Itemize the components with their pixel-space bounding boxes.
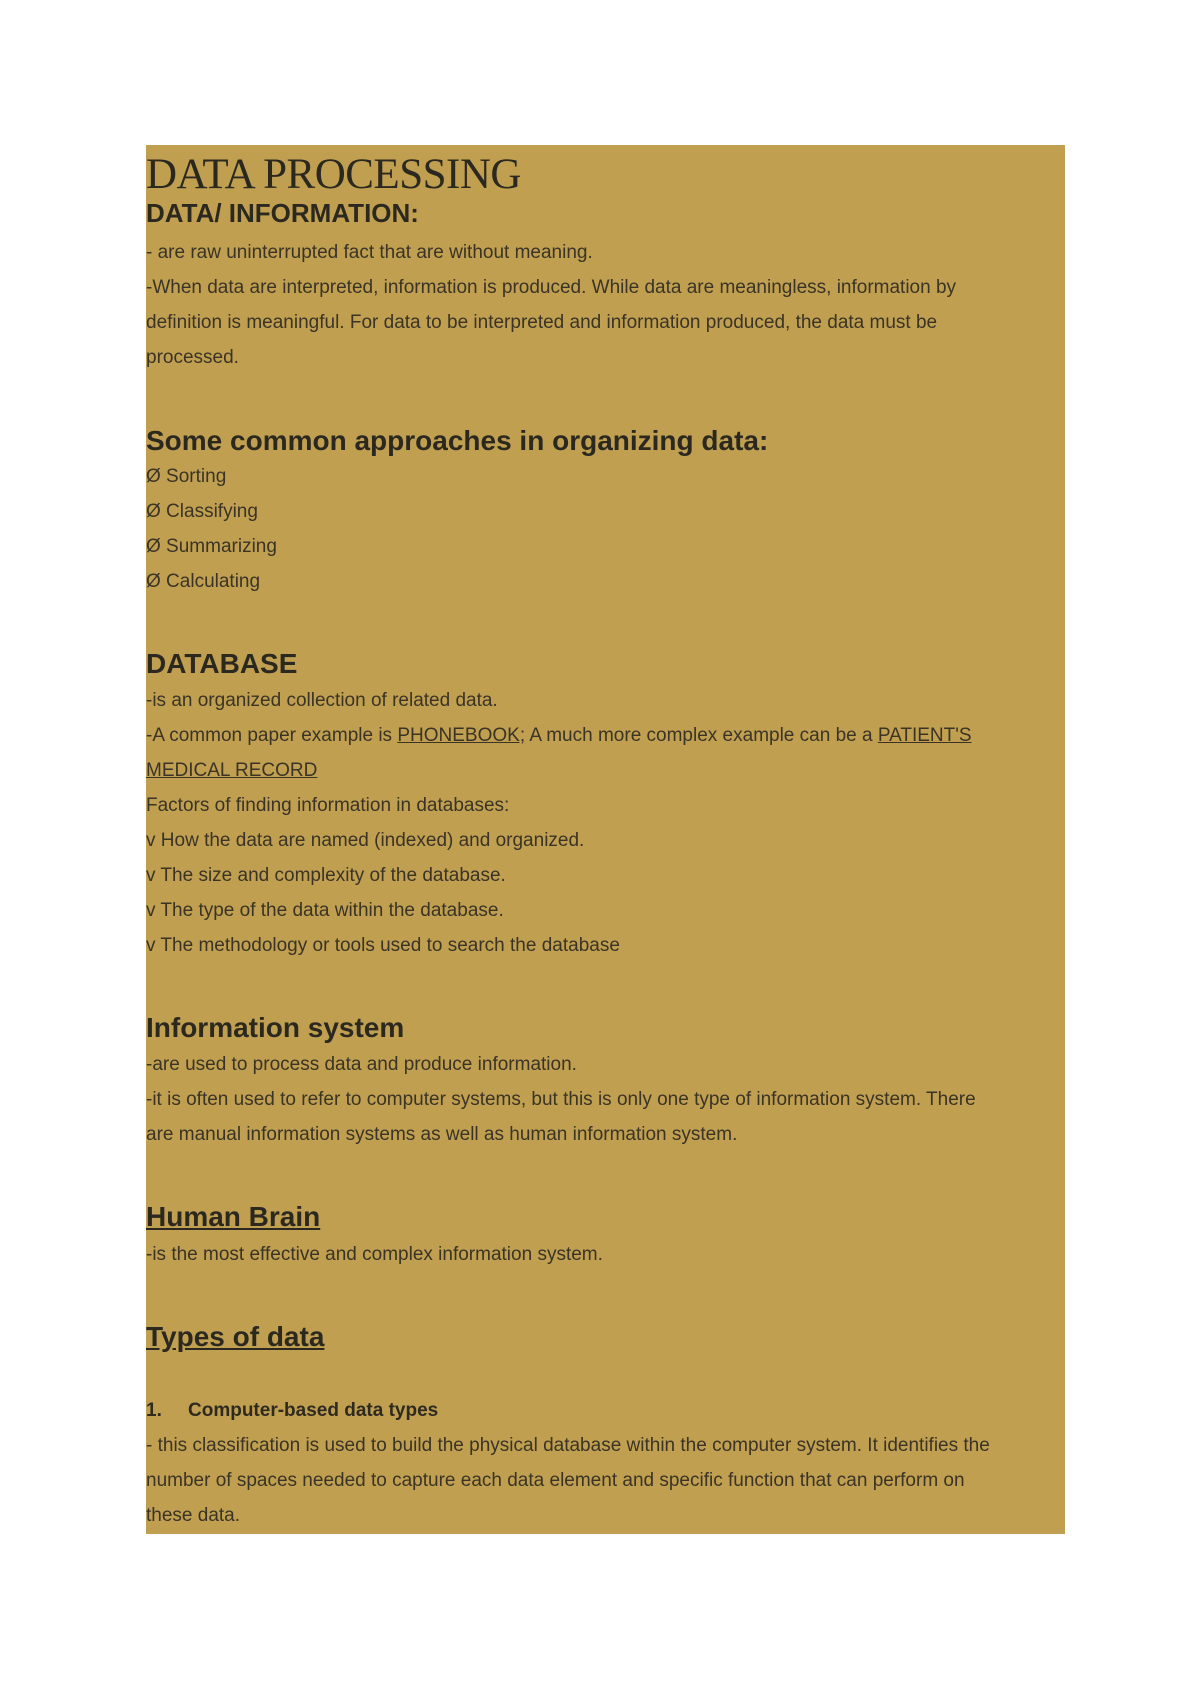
list-item: v The methodology or tools used to search the database (146, 935, 620, 956)
document-page (146, 145, 1065, 1534)
item-label: Computer-based data types (188, 1400, 439, 1421)
list-item: v The size and complexity of the database. (146, 865, 506, 886)
document-title: DATA PROCESSING (146, 151, 521, 198)
paragraph-line: these data. (146, 1505, 241, 1526)
heading-human-brain: Human Brain (146, 1201, 321, 1232)
heading-approaches: Some common approaches in organizing data: (146, 425, 769, 456)
heading-types-of-data: Types of data (146, 1321, 325, 1352)
list-item: Ø Classifying (146, 501, 258, 522)
paragraph-line: -is the most effective and complex information system. (146, 1244, 603, 1265)
paragraph-line: -are used to process data and produce information. (146, 1054, 577, 1075)
list-item: v The type of the data within the database. (146, 900, 504, 921)
numbered-item (146, 1401, 438, 1420)
patient-record-link[interactable]: MEDICAL RECORD (146, 760, 318, 781)
paragraph-line: -When data are interpreted, information is produced. While data are meaningless, information by (146, 277, 957, 298)
paragraph-line: -it is often used to refer to computer systems, but this is only one type of information system. There (146, 1089, 976, 1110)
paragraph-line: processed. (146, 347, 239, 368)
paragraph-line: -is an organized collection of related data. (146, 690, 498, 711)
paragraph-line (146, 726, 972, 745)
list-item: Ø Sorting (146, 466, 227, 487)
paragraph-line: number of spaces needed to capture each data element and specific function that can perform on (146, 1470, 965, 1491)
paragraph-line (146, 761, 317, 780)
item-number: 1. (146, 1400, 162, 1421)
phonebook-link[interactable]: PHONEBOOK; (397, 725, 526, 746)
paragraph-line: - are raw uninterrupted fact that are without meaning. (146, 242, 593, 263)
list-item: Ø Summarizing (146, 536, 277, 557)
patient-record-link[interactable]: PATIENT'S (877, 725, 972, 746)
paragraph-line: are manual information systems as well as human information system. (146, 1124, 738, 1145)
list-item: Ø Calculating (146, 571, 261, 592)
paragraph-line: Factors of finding information in databases: (146, 795, 510, 816)
paragraph-line: - this classification is used to build the physical database within the computer system. It identifies the (146, 1435, 990, 1456)
text-span: A much more complex example can be a (525, 725, 878, 746)
heading-data-information: DATA/ INFORMATION: (146, 198, 419, 228)
heading-database: DATABASE (146, 648, 298, 679)
paragraph-line: definition is meaningful. For data to be interpreted and information produced, the data must be (146, 312, 938, 333)
list-item: v How the data are named (indexed) and organized. (146, 830, 585, 851)
heading-information-system: Information system (146, 1012, 405, 1043)
text-span: -A common paper example is (146, 725, 398, 746)
